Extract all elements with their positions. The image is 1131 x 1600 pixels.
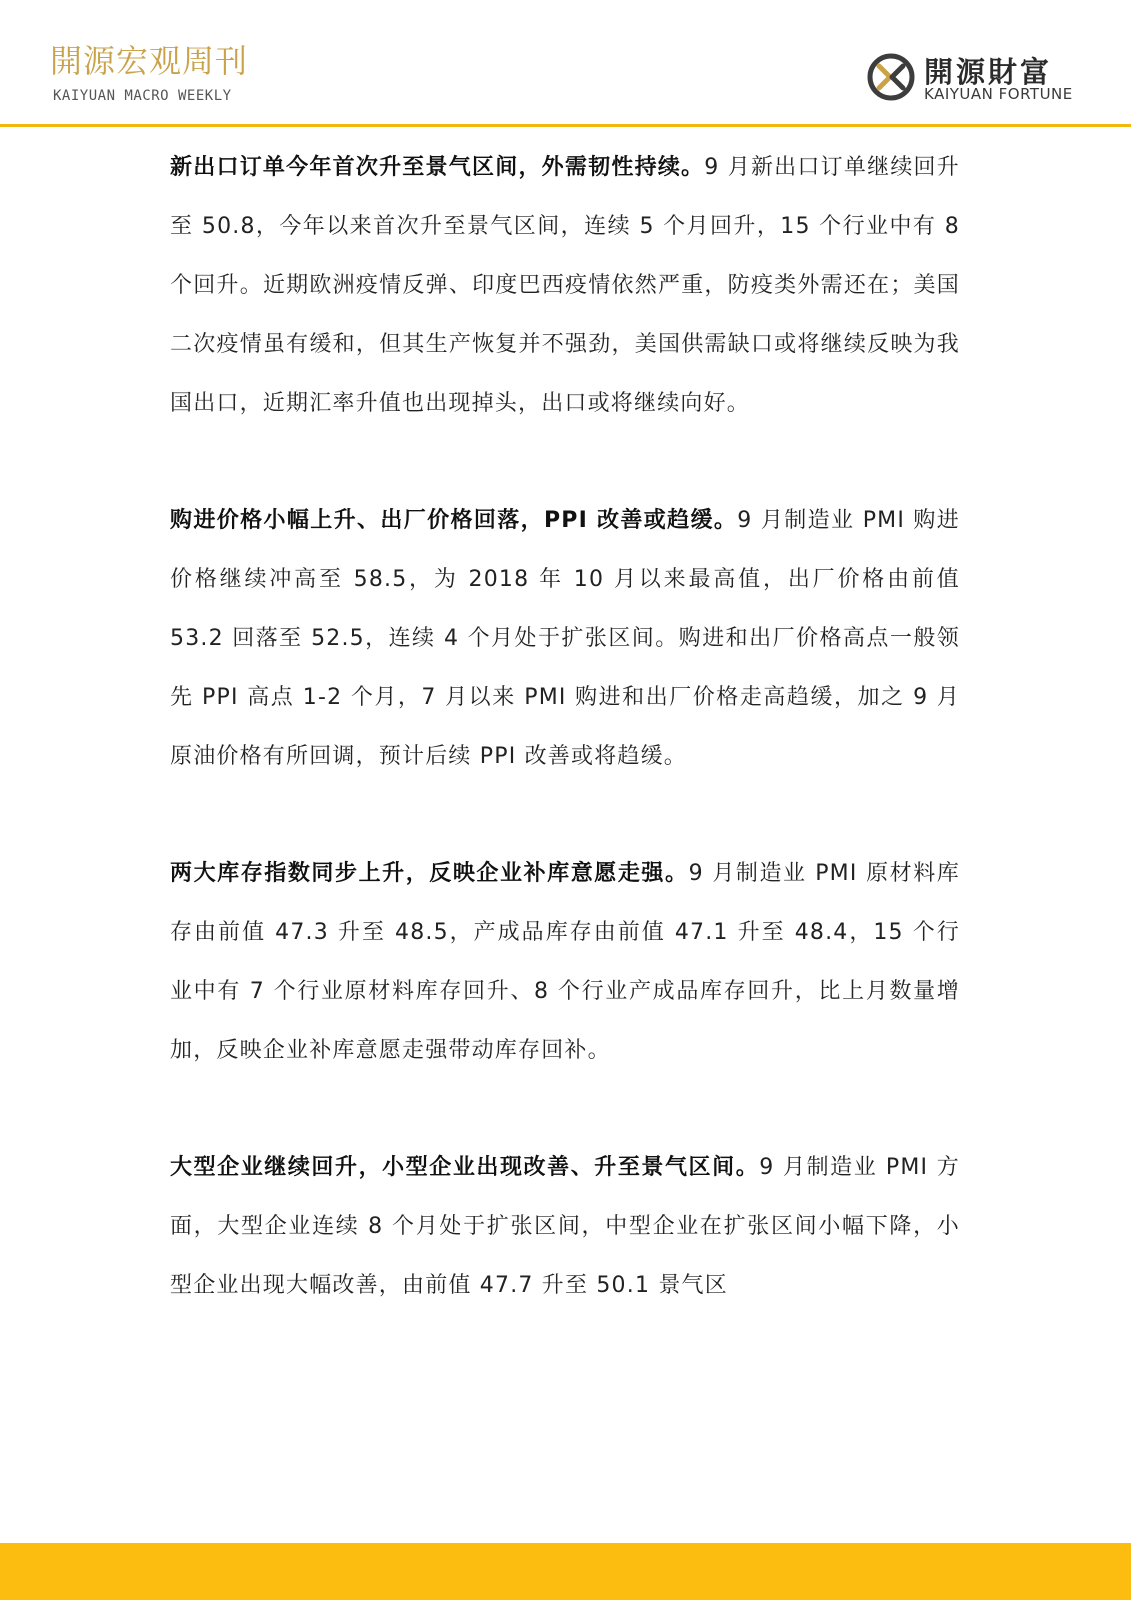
publication-subtitle: KAIYUAN MACRO WEEKLY — [53, 88, 232, 104]
publication-title: 開源宏观周刊 — [50, 42, 249, 80]
paragraph-lead: 购进价格小幅上升、出厂价格回落，PPI 改善或趋缓。 — [170, 508, 738, 533]
paragraph-text: 9 月制造业 PMI 方面，大型企业连续 8 个月处于扩张区间，中型企业在扩张区间小幅下降，小型企业出现大幅改善，由前值 47.7 升至 50.1 景气区 — [170, 1155, 960, 1298]
logo-name-en: KAIYUAN FORTUNE — [924, 85, 1073, 103]
paragraph-text: 9 月新出口订单继续回升至 50.8，今年以来首次升至景气区间，连续 5 个月回升，15 个行业中有 8 个回升。近期欧洲疫情反弹、印度巴西疫情依然严重，防疫类外需还在；美国二次疫情虽有缓和，但其生产恢复并不强劲，美国供需缺口或将继续反映为我国出口，近期汇率升值也出现掉头，出口或将继续向好。 — [170, 155, 960, 416]
paragraph-lead: 两大库存指数同步上升，反映企业补库意愿走强。 — [170, 861, 689, 886]
paragraph-export-orders — [170, 138, 960, 433]
company-logo — [866, 50, 1086, 106]
paragraph-enterprise-size — [170, 1138, 960, 1315]
footer-bar — [0, 1543, 1131, 1600]
logo-name-cn: 開源財富 — [924, 55, 1053, 89]
paragraph-text: 9 月制造业 PMI 原材料库存由前值 47.3 升至 48.5，产成品库存由前值 47.1 升至 48.4，15 个行业中有 7 个行业原材料库存回升、8 个行业产成品库存回升，比上月数量增加，反映企业补库意愿走强带动库存回补。 — [170, 861, 961, 1063]
page-header — [0, 0, 1131, 126]
paragraph-lead: 大型企业继续回升，小型企业出现改善、升至景气区间。 — [170, 1155, 760, 1180]
kaiyuan-logo-icon — [866, 52, 916, 102]
paragraph-inventory — [170, 844, 960, 1080]
header-divider — [0, 124, 1131, 127]
article-body — [170, 138, 960, 1373]
paragraph-text: 9 月制造业 PMI 购进价格继续冲高至 58.5，为 2018 年 10 月以来最高值，出厂价格由前值 53.2 回落至 52.5，连续 4 个月处于扩张区间。购进和出厂价格高点一般领先 PPI 高点 1-2 个月，7 月以来 PMI 购进和出厂价格走高趋缓，加之 9 月原油价格有所回调，预计后续 PPI 改善或将趋缓。 — [170, 508, 960, 769]
paragraph-prices — [170, 491, 960, 786]
paragraph-lead: 新出口订单今年首次升至景气区间，外需韧性持续。 — [170, 155, 705, 180]
